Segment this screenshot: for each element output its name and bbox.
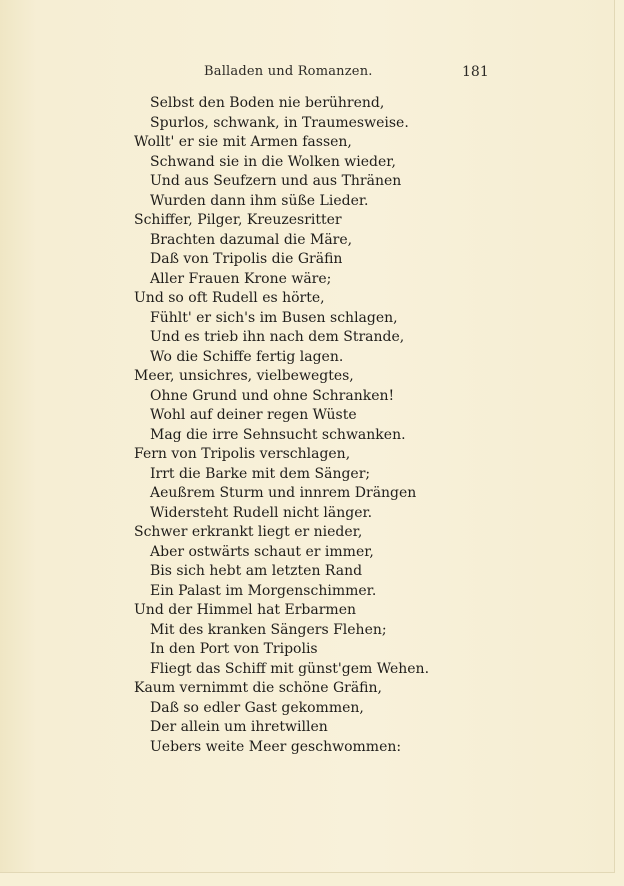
verse-line: Brachten dazumal die Märe,	[150, 231, 353, 248]
verse-line: Ein Palast im Morgenschimmer.	[150, 582, 377, 599]
verse-line: Aeußrem Sturm und innrem Drängen	[150, 485, 417, 501]
verse-line: Und aus Seufzern und aus Thränen	[150, 173, 402, 189]
verse-line: Schwand sie in die Wolken wieder,	[150, 153, 396, 170]
verse-line: Wollt' er sie mit Armen fassen,	[134, 134, 352, 150]
verse-line: Ohne Grund und ohne Schranken!	[150, 387, 395, 404]
verse-line: Wo die Schiffe fertig lagen.	[150, 348, 344, 365]
verse-line: Kaum vernimmt die schöne Gräfin,	[134, 680, 382, 696]
verse-line: Wohl auf deiner regen Wüste	[150, 407, 357, 423]
verse-line: Widersteht Rudell nicht länger.	[150, 504, 373, 521]
poem-text	[134, 94, 594, 757]
verse-line: Meer, unsichres, vielbewegtes,	[134, 368, 354, 384]
verse-line: In den Port von Tripolis	[150, 641, 318, 657]
verse-line: Fühlt' er sich's im Busen schlagen,	[150, 309, 398, 326]
verse-line: Uebers weite Meer geschwommen:	[150, 738, 402, 755]
page-number: 181	[462, 64, 489, 80]
verse-line: Bis sich hebt am letzten Rand	[150, 563, 363, 579]
verse-line: Daß von Tripolis die Gräfin	[150, 251, 343, 267]
verse-line: Selbst den Boden nie berührend,	[150, 95, 385, 111]
verse-line: Fern von Tripolis verschlagen,	[134, 446, 351, 462]
verse-line: Der allein um ihretwillen	[150, 719, 328, 735]
verse-line: Irrt die Barke mit dem Sänger;	[150, 465, 371, 482]
verse-line: Aller Frauen Krone wäre;	[150, 270, 332, 287]
verse-line: Und so oft Rudell es hörte,	[134, 290, 325, 306]
verse-line: Aber ostwärts schaut er immer,	[150, 543, 374, 560]
running-title: Balladen und Romanzen.	[204, 64, 373, 79]
verse-line: Und es trieb ihn nach dem Strande,	[150, 329, 405, 345]
verse-line: Schiffer, Pilger, Kreuzesritter	[134, 212, 342, 228]
verse-line: Spurlos, schwank, in Traumesweise.	[150, 114, 409, 131]
verse-line: Mag die irre Sehnsucht schwanken.	[150, 426, 406, 443]
verse-line: Wurden dann ihm süße Lieder.	[150, 192, 369, 209]
verse-line: Und der Himmel hat Erbarmen	[134, 602, 356, 618]
verse-line: Fliegt das Schiff mit günst'gem Wehen.	[150, 660, 430, 677]
verse-line: Daß so edler Gast gekommen,	[150, 699, 364, 716]
verse-line: Schwer erkrankt liegt er nieder,	[134, 524, 363, 540]
verse-line: Mit des kranken Sängers Flehen;	[150, 621, 387, 638]
